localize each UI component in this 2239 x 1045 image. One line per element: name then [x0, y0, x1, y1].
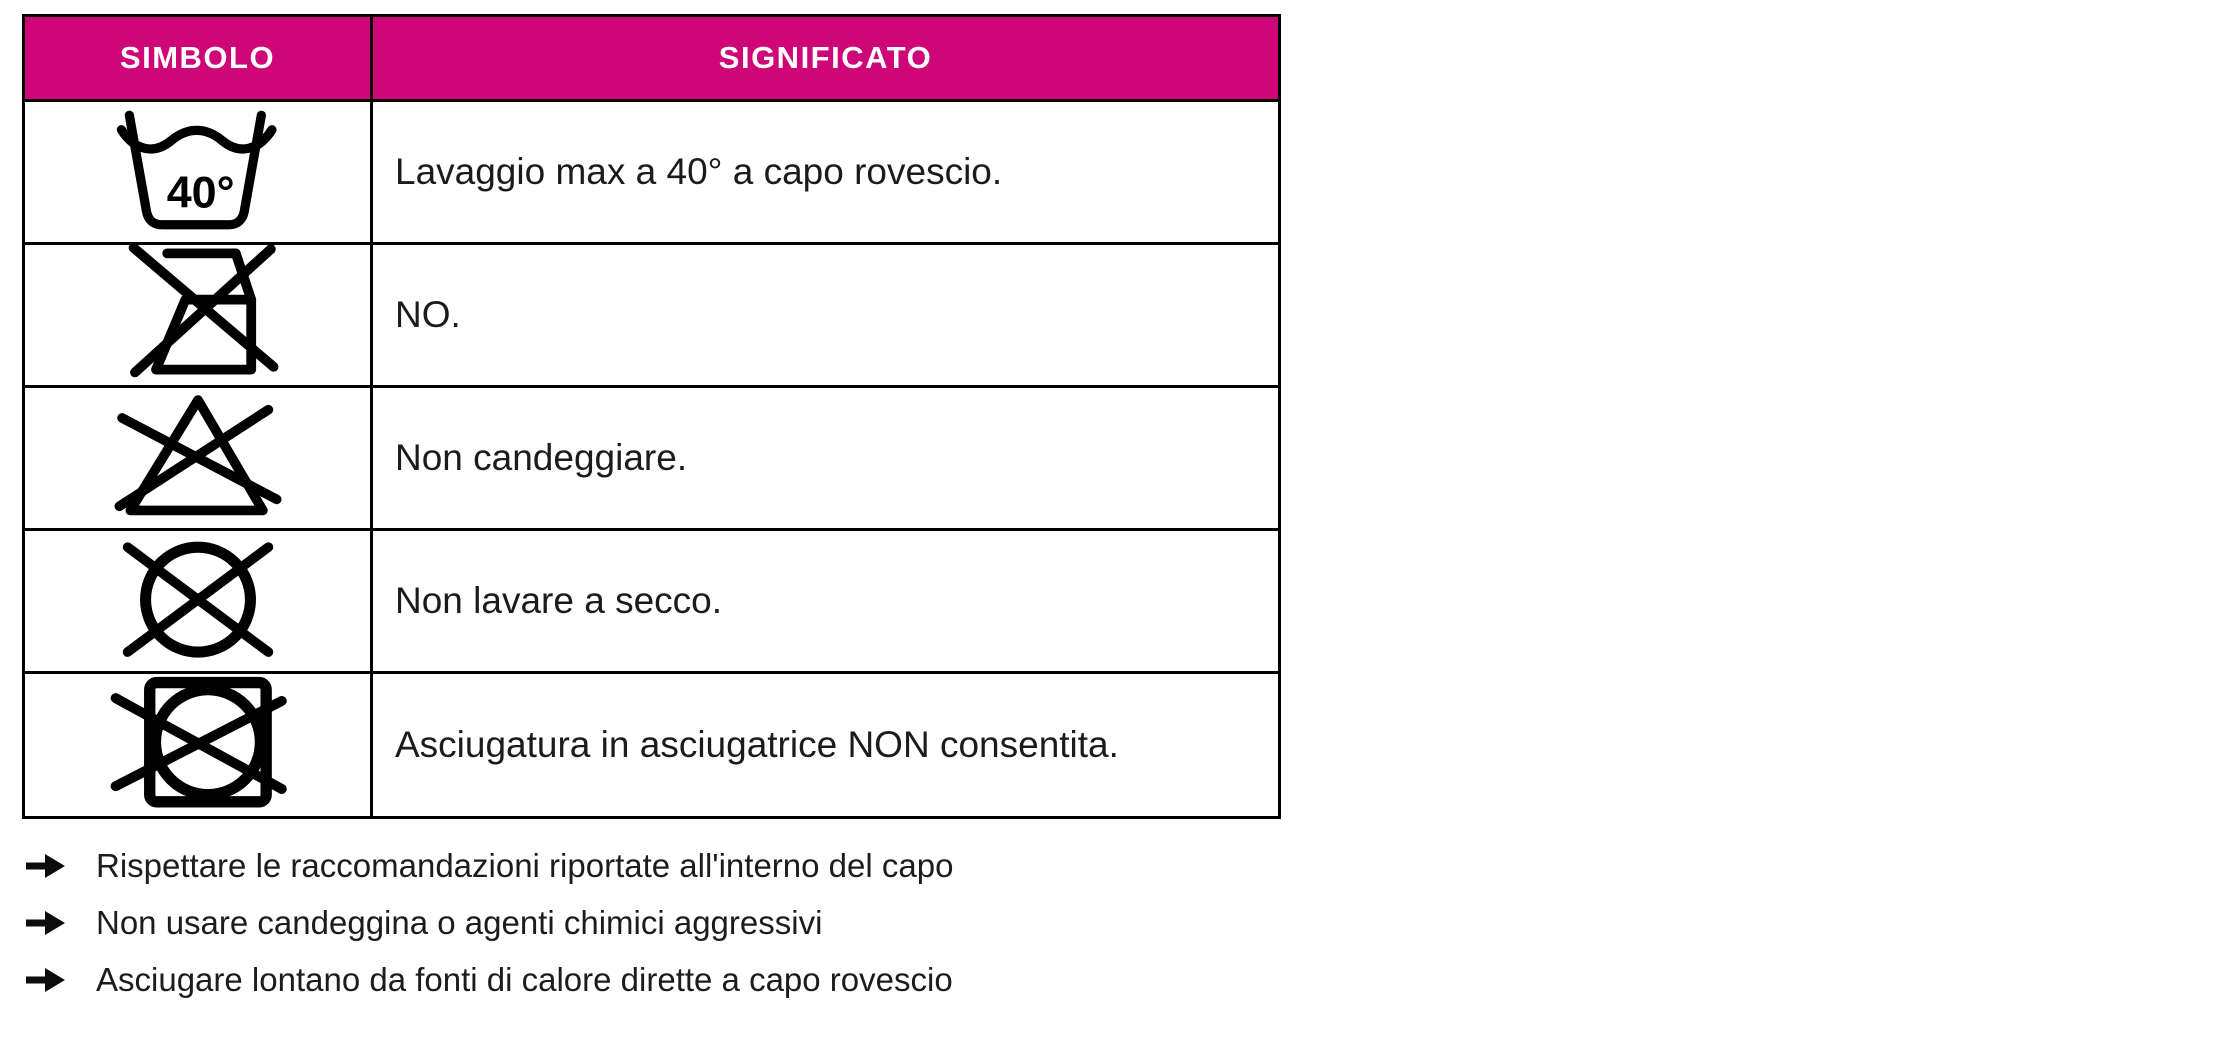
symbol-cell: [24, 673, 372, 818]
column-header-simbolo: SIMBOLO: [24, 16, 372, 101]
no-iron-icon: [93, 245, 303, 385]
note-text: Asciugare lontano da fonti di calore dirette a capo rovescio: [96, 960, 953, 998]
arrow-right-icon: [22, 964, 70, 996]
meaning-text: Non candeggiare.: [395, 437, 688, 478]
table-row: [24, 387, 1280, 530]
meaning-cell: [372, 387, 1280, 530]
note-text: Non usare candeggina o agenti chimici aggressivi: [96, 903, 823, 941]
care-notes-list: [22, 837, 1278, 1008]
arrow-right-icon: [22, 907, 70, 939]
table-row: [24, 530, 1280, 673]
list-item: [22, 951, 1278, 1008]
meaning-cell: [372, 244, 1280, 387]
symbol-cell: [24, 387, 372, 530]
meaning-cell: [372, 530, 1280, 673]
table-row: [24, 673, 1280, 818]
column-header-significato: SIGNIFICATO: [372, 16, 1280, 101]
meaning-cell: [372, 673, 1280, 818]
list-item: [22, 837, 1278, 894]
meaning-text: NO.: [395, 294, 461, 335]
symbol-cell: [24, 244, 372, 387]
table-row: [24, 244, 1280, 387]
no-dry-clean-icon: [103, 532, 293, 670]
note-text: Rispettare le raccomandazioni riportate all'interno del capo: [96, 846, 954, 884]
meaning-text: Lavaggio max a 40° a capo rovescio.: [395, 151, 1003, 192]
no-bleach-icon: [98, 389, 298, 527]
wash-40-icon: [98, 106, 298, 238]
meaning-cell: [372, 101, 1280, 244]
table-row: [24, 101, 1280, 244]
symbol-cell: [24, 530, 372, 673]
no-tumble-dry-icon: [98, 674, 298, 816]
care-symbols-table: [22, 14, 1281, 819]
header-row: [24, 16, 1280, 101]
list-item: [22, 894, 1278, 951]
arrow-right-icon: [22, 850, 70, 882]
meaning-text: Asciugatura in asciugatrice NON consentita.: [395, 724, 1119, 765]
care-instructions: [22, 14, 1278, 1008]
symbol-cell: [24, 101, 372, 244]
wash-temperature-label: 40°: [166, 166, 235, 218]
meaning-text: Non lavare a secco.: [395, 580, 723, 621]
